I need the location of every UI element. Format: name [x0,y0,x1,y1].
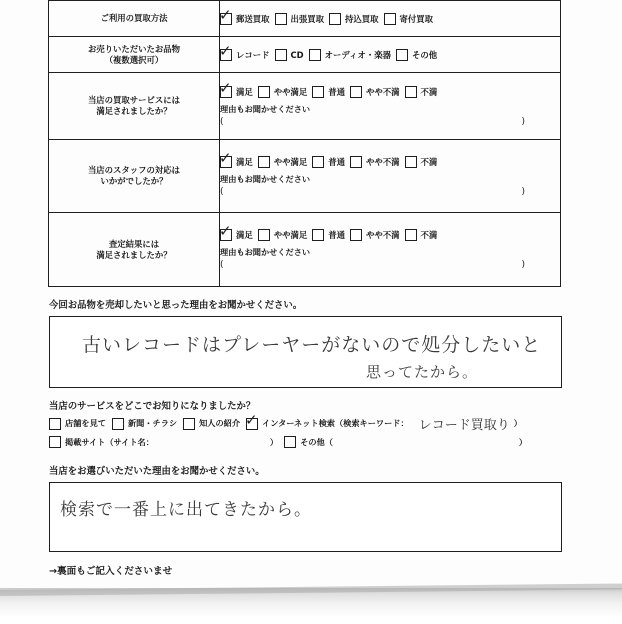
check-mark: ✓ [219,148,232,167]
checkbox-cd[interactable] [275,49,287,61]
option-listing-site[interactable]: 掲載サイト（サイト名： [49,436,154,448]
option-saw-store[interactable]: 店舗を見て [49,418,106,430]
purchase-method-options [219,5,560,25]
row-purchase-method [49,1,561,37]
checkbox-neutral[interactable] [312,156,324,168]
checkbox-internet-search[interactable] [245,410,258,430]
reason-label: 理由もお聞かせください [220,103,311,114]
option-visit-purchase[interactable]: 出張買取 [275,13,325,25]
checkbox-satisfied[interactable] [219,222,232,241]
checkbox-dissatisfied[interactable] [405,156,417,168]
how-known-row1: 店舗を見て 新聞・チラシ 知人の紹介 ✓ インターネット検索（検索キーワード： レコード買取り ） [49,414,522,433]
option-other-source[interactable]: その他（ [284,436,333,448]
option-record[interactable]: ✓ レコード [219,41,270,60]
question-purchase-method: ご利用の買取方法 [49,1,220,37]
checkbox-saw-store[interactable] [49,418,61,430]
row-service-satisfaction [49,73,561,140]
option-newspaper-flyer[interactable]: 新聞・チラシ [112,418,177,430]
check-mark: ✓ [245,410,258,429]
option-neutral[interactable]: 普通 [312,156,345,168]
checkbox-neutral[interactable] [312,86,324,98]
checkbox-somewhat-dissatisfied[interactable] [350,229,362,241]
checkbox-satisfied[interactable] [219,78,232,98]
row-items-sold [49,37,561,73]
reason-sell-answer-box[interactable] [49,316,562,388]
checkbox-listing-site[interactable] [49,436,61,448]
checkbox-donation-purchase[interactable] [384,13,396,25]
reason-choose-handwritten: 検索で一番上に出てきたから。 [60,500,312,520]
question-service-satisfaction: 当店の買取サービスには 満足されましたか？ [49,73,220,140]
row-staff-response [49,140,561,213]
option-somewhat-satisfied[interactable]: やや満足 [258,229,308,241]
checkbox-visit-purchase[interactable] [275,13,287,25]
option-satisfied[interactable]: ✓ 満足 [219,148,253,167]
checkbox-neutral[interactable] [312,229,324,241]
reason-field[interactable]: ( ) [220,260,525,270]
row-assessment-result [49,213,561,287]
option-somewhat-satisfied[interactable]: やや満足 [258,156,308,168]
check-mark: ✓ [219,222,232,240]
check-mark: ✓ [219,5,232,24]
footer-note: →裏面もご記入くださいませ [49,566,173,577]
option-dissatisfied[interactable]: 不満 [405,156,438,168]
staff-response-options [219,148,560,168]
assessment-result-options [219,222,560,241]
how-known-label: 当店のサービスをどこでお知りになりましたか？ [49,401,256,412]
how-known-row2: 掲載サイト（サイト名： ） その他（ ） [49,436,527,448]
question-staff-response: 当店のスタッフの対応は いかがでしたか？ [49,140,220,213]
check-mark: ✓ [219,41,232,60]
option-somewhat-dissatisfied[interactable]: やや不満 [350,229,400,241]
option-neutral[interactable]: 普通 [312,229,345,241]
checkbox-other-source[interactable] [284,436,296,448]
option-mail-purchase[interactable]: ✓ 郵送買取 [219,5,270,24]
option-internet-search[interactable]: ✓ インターネット検索（検索キーワード： [245,410,409,429]
option-audio-instrument[interactable]: オーディオ・楽器 [309,49,391,61]
option-referral[interactable]: 知人の紹介 [183,418,240,430]
checkbox-dissatisfied[interactable] [405,229,417,241]
checkbox-audio-instrument[interactable] [309,49,321,61]
option-dissatisfied[interactable]: 不満 [405,229,438,241]
checkbox-mail-purchase[interactable] [219,5,232,25]
option-other[interactable]: その他 [396,49,437,61]
option-somewhat-satisfied[interactable]: やや満足 [258,86,308,98]
option-cd[interactable]: CD [275,49,304,61]
reason-sell-handwritten-line1: 古いレコードはプレーヤーがないので処分したいと [82,334,542,356]
checkbox-record[interactable] [219,41,232,61]
reason-field[interactable]: ( ) [220,116,525,127]
checkbox-carry-in-purchase[interactable] [329,13,341,25]
checkbox-somewhat-satisfied[interactable] [258,229,270,241]
option-dissatisfied[interactable]: 不満 [405,86,438,98]
question-assessment-result: 査定結果には 満足されましたか？ [49,213,220,287]
option-satisfied[interactable]: ✓ 満足 [219,78,253,97]
checkbox-satisfied[interactable] [219,148,232,168]
option-donation-purchase[interactable]: 寄付買取 [384,13,434,25]
question-items-sold: お売りいただいたお品物 （複数選択可） [49,37,220,73]
checkbox-somewhat-dissatisfied[interactable] [350,86,362,98]
survey-table [48,0,561,287]
option-carry-in-purchase[interactable]: 持込買取 [329,13,379,25]
option-somewhat-dissatisfied[interactable]: やや不満 [350,86,400,98]
reason-field[interactable]: ( ) [220,186,525,197]
check-mark: ✓ [219,78,232,97]
reason-label: 理由もお聞かせください [220,173,311,184]
option-somewhat-dissatisfied[interactable]: やや不満 [350,156,400,168]
reason-sell-handwritten-line2: 思ってたから。 [366,363,479,381]
reason-sell-label: 今回お品物を売却したいと思った理由をお聞かせください。 [49,300,303,311]
search-keyword-handwritten: レコード買取り [418,418,510,433]
checkbox-other[interactable] [396,49,408,61]
reason-choose-answer-box[interactable] [49,482,562,552]
option-satisfied[interactable]: ✓ 満足 [219,222,253,240]
reason-choose-label: 当店をお選びいただいた理由をお聞かせください。 [49,466,265,477]
items-sold-options [219,41,560,61]
checkbox-somewhat-satisfied[interactable] [258,156,270,168]
service-satisfaction-options [219,78,560,98]
checkbox-somewhat-dissatisfied[interactable] [350,156,362,168]
checkbox-newspaper-flyer[interactable] [112,418,124,430]
option-neutral[interactable]: 普通 [312,86,345,98]
checkbox-referral[interactable] [183,418,195,430]
checkbox-somewhat-satisfied[interactable] [258,86,270,98]
reason-label: 理由もお聞かせください [220,247,311,257]
checkbox-dissatisfied[interactable] [405,86,417,98]
